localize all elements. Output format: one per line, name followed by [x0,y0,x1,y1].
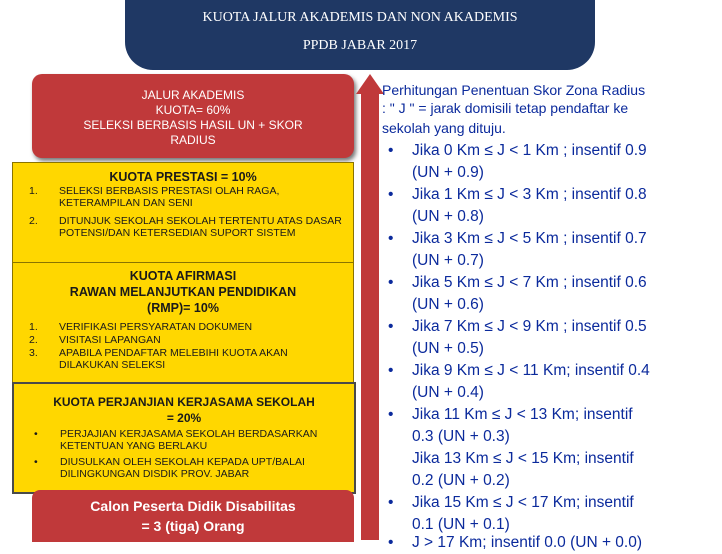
radius-item: • Jika 9 Km ≤ J < 11 Km; insentif 0.4 (UN + 0.4) [388,362,650,401]
prestasi-title: KUOTA PRESTASI = 10% [109,170,257,184]
radius-intro-line: : " J " = jarak domisili tetap pendaftar ke [382,100,629,116]
afirmasi-title: (RMP)= 10% [147,301,219,315]
radius-item: • Jika 3 Km ≤ J < 5 Km ; insentif 0.7 (UN + 0.7) [388,230,647,269]
kuota-kerjasama-box: KUOTA PERJANJIAN KERJASAMA SEKOLAH = 20% • PERJAJIAN KERJASAMA SEKOLAH BERDASARKAN KETENTUAN YANG BERLAKU • DIUSULKAN OLEH SEKOLAH KEPADA UPT/BALAI DILINGKUNGAN DISDIK PROV. JABAR [12,382,356,494]
zona-radius-panel [372,80,720,551]
akademis-line: RADIUS [170,133,216,147]
akademis-line: JALUR AKADEMIS [141,88,245,102]
header-banner [125,0,595,70]
jalur-akademis-box [32,74,354,158]
akademis-line: KUOTA= 60% [155,103,231,117]
radius-item: • Jika 15 Km ≤ J < 17 Km; insentif 0.1 (UN + 0.1) [388,494,634,533]
disabilitas-line: = 3 (tiga) Orang [141,518,245,534]
radius-item: • Jika 1 Km ≤ J < 3 Km ; insentif 0.8 (UN + 0.8) [388,186,647,225]
kuota-afirmasi-box: KUOTA AFIRMASI RAWAN MELANJUTKAN PENDIDIKAN (RMP)= 10% 1. VERIFIKASI PERSYARATAN DOKUMEN 2. VISITASI LAPANGAN 3. APABILA PENDAFTAR MELEBIHI KUOTA AKAN DILAKUKAN SELEKSI [12,262,354,384]
radius-item: • Jika 7 Km ≤ J < 9 Km ; insentif 0.5 (UN + 0.5) [388,318,647,357]
afirmasi-title: KUOTA AFIRMASI [129,269,237,283]
header-subtitle: PPDB JABAR 2017 [302,38,418,53]
kerjasama-title: = 20% [166,411,202,425]
radius-item: • Jika 0 Km ≤ J < 1 Km ; insentif 0.9 (UN + 0.9) [388,142,647,181]
afirmasi-title: RAWAN MELANJUTKAN PENDIDIKAN [69,285,297,299]
header-title: KUOTA JALUR AKADEMIS DAN NON AKADEMIS [202,10,518,25]
kerjasama-title: KUOTA PERJANJIAN KERJASAMA SEKOLAH [53,395,315,409]
radius-intro-line: Perhitungan Penentuan Skor Zona Radius [382,82,646,98]
kuota-prestasi-box: KUOTA PRESTASI = 10% 1. SELEKSI BERBASIS PRESTASI OLAH RAGA, KETERAMPILAN DAN SENI 2. DITUNJUK SEKOLAH SEKOLAH TERTENTU ATAS DASAR POTENSI/DAN KETERSEDIAN SUPORT SISTEM [12,162,354,264]
akademis-line: SELEKSI BERBASIS HASIL UN + SKOR [83,118,303,132]
radius-item: • Jika 5 Km ≤ J < 7 Km ; insentif 0.6 (UN + 0.6) [388,274,647,313]
radius-item: • J > 17 Km; insentif 0.0 (UN + 0.0) [388,534,643,551]
radius-intro-line: sekolah yang dituju. [382,120,506,136]
radius-item: • Jika 11 Km ≤ J < 13 Km; insentif 0.3 (UN + 0.3) Jika 13 Km ≤ J < 15 Km; insentif 0.2 (UN + 0.2) [388,406,634,489]
disabilitas-box [32,490,354,542]
disabilitas-line: Calon Peserta Didik Disabilitas [90,498,296,514]
